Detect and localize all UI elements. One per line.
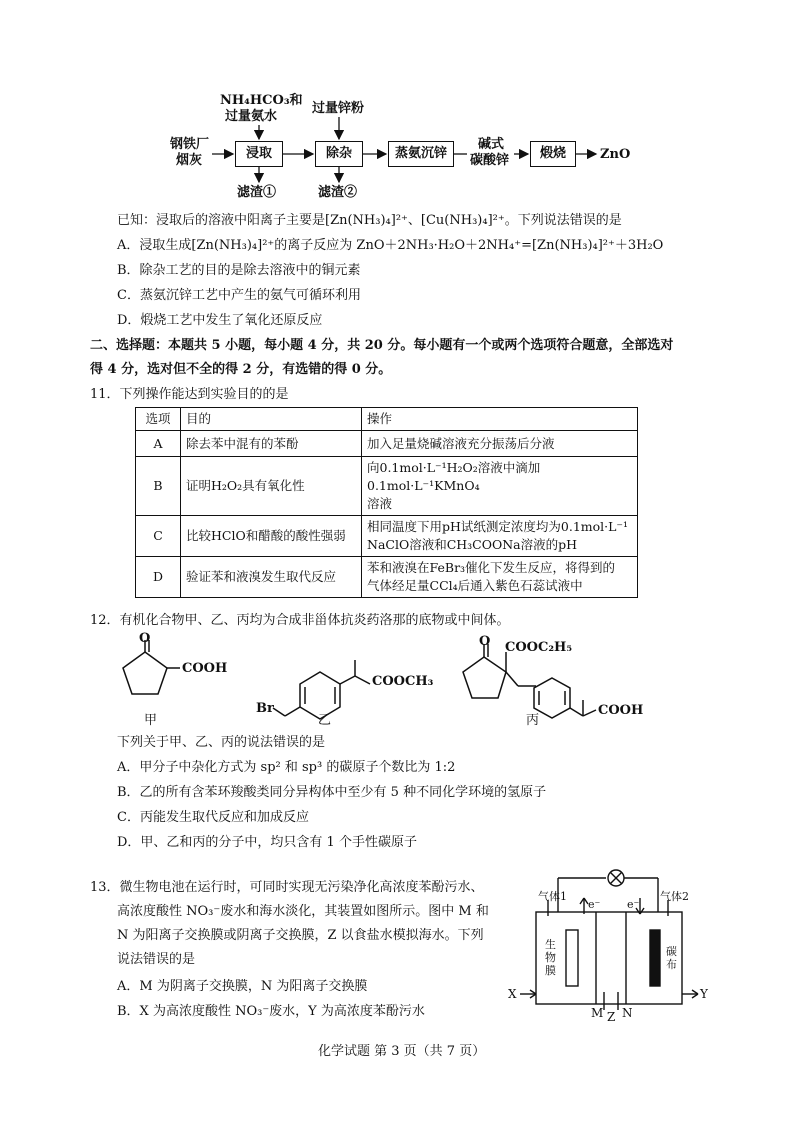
q11-stem: 11．下列操作能达到实验目的的是 xyxy=(90,387,289,402)
q13-cell-diagram xyxy=(0,860,794,1020)
flow-source-line1: 钢铁厂 xyxy=(170,137,210,152)
struct-bing-o: O xyxy=(479,634,491,649)
struct-jia-o: O xyxy=(139,631,151,646)
diagram-electron-right: e⁻ xyxy=(627,898,640,911)
table-cell xyxy=(362,457,638,516)
diagram-x: X xyxy=(508,987,517,1001)
page-footer: 化学试题 第 3 页（共 7 页） xyxy=(318,1044,486,1059)
q13-stem-line2: 高浓度酸性 NO₃⁻废水和海水淡化，其装置如图所示。图中 M 和 xyxy=(117,904,489,919)
table-cell-line: 气体经足量CCl₄后通入紫色石蕊试液中 xyxy=(367,578,583,593)
q12-option-b: B．乙的所有含苯环羧酸类同分异构体中至少有 5 种不同化学环境的氢原子 xyxy=(117,785,547,800)
q12-stem: 12．有机化合物甲、乙、丙均为合成非甾体抗炎药洛那的底物或中间体。 xyxy=(90,613,510,628)
struct-jia-cooh: COOH xyxy=(182,661,228,676)
struct-bing-label: 丙 xyxy=(526,713,540,728)
table-cell xyxy=(362,557,638,598)
table-row xyxy=(136,457,638,516)
table-row xyxy=(136,557,638,598)
struct-yi-label: 乙 xyxy=(318,713,332,728)
table-header-cell: 操作 xyxy=(362,408,638,431)
diagram-gas2: 气体2 xyxy=(660,890,689,903)
struct-bing-cooh: COOH xyxy=(598,703,644,718)
table-row xyxy=(136,516,638,557)
q12-option-a: A．甲分子中杂化方式为 sp² 和 sp³ 的碳原子个数比为 1:2 xyxy=(117,760,456,775)
flow-residue1: 滤渣① xyxy=(237,185,277,200)
q11-table xyxy=(135,407,638,598)
q10-option-a: A．浸取生成[Zn(NH₃)₄]²⁺的离子反应为 ZnO＋2NH₃·H₂O＋2NH₄⁺=[Zn(NH₃)₄]²⁺＋3H₂O xyxy=(117,238,664,253)
table-cell: 除去苯中混有的苯酚 xyxy=(181,431,362,457)
table-cell: 证明H₂O₂具有氧化性 xyxy=(181,457,362,516)
flow-reagent1-line2: 过量氨水 xyxy=(225,109,278,124)
q12-prompt: 下列关于甲、乙、丙的说法错误的是 xyxy=(117,735,326,750)
flow-arrows xyxy=(0,0,794,220)
table-cell-line: NaClO溶液和CH₃COONa溶液的pH xyxy=(367,537,578,552)
q10-option-b: B．除杂工艺的目的是除去溶液中的铜元素 xyxy=(117,263,361,278)
diagram-y: Y xyxy=(700,987,708,1001)
flow-step-purify: 除杂 xyxy=(315,141,363,167)
flow-step-leach: 浸取 xyxy=(235,141,283,167)
flow-product: ZnO xyxy=(600,147,631,162)
table-cell-line: 溶液 xyxy=(367,496,393,511)
flow-residue2: 滤渣② xyxy=(318,185,358,200)
q13-option-a: A．M 为阴离子交换膜，N 为阳离子交换膜 xyxy=(117,979,368,994)
flow-reagent2: 过量锌粉 xyxy=(312,101,365,116)
q10-option-d: D．煅烧工艺中发生了氧化还原反应 xyxy=(117,313,323,328)
q10-option-c: C．蒸氨沉锌工艺中产生的氨气可循环利用 xyxy=(117,288,361,303)
diagram-biofilm: 生物膜 xyxy=(545,938,556,977)
table-header-row xyxy=(136,408,638,431)
struct-yi-cooch3: COOCH₃ xyxy=(372,674,434,689)
table-cell: A xyxy=(136,431,181,457)
diagram-z: Z xyxy=(607,1010,616,1024)
q12-option-d: D．甲、乙和丙的分子中，均只含有 1 个手性碳原子 xyxy=(117,835,417,850)
struct-yi-br: Br xyxy=(256,701,274,716)
q13-option-b: B．X 为高浓度酸性 NO₃⁻废水，Y 为高浓度苯酚污水 xyxy=(117,1004,425,1019)
q12-option-c: C．丙能发生取代反应和加成反应 xyxy=(117,810,309,825)
q13-stem-line4: 说法错误的是 xyxy=(117,952,196,967)
table-cell xyxy=(362,516,638,557)
flow-step-calcine: 煅烧 xyxy=(530,141,576,167)
diagram-carbon-cloth: 碳布 xyxy=(666,945,677,971)
flow-source-line2: 烟灰 xyxy=(176,153,203,168)
table-cell: 加入足量烧碱溶液充分振荡后分液 xyxy=(362,431,638,457)
table-cell: B xyxy=(136,457,181,516)
struct-jia-label: 甲 xyxy=(144,713,158,728)
table-cell-line: 相同温度下用pH试纸测定浓度均为0.1mol·L⁻¹ xyxy=(367,519,629,534)
table-cell-line: 苯和液溴在FeBr₃催化下发生反应，将得到的 xyxy=(367,560,616,575)
table-cell: 验证苯和液溴发生取代反应 xyxy=(181,557,362,598)
table-header-cell: 选项 xyxy=(136,408,181,431)
section2-heading-line2: 得 4 分，选对但不全的得 2 分，有选错的得 0 分。 xyxy=(90,362,392,377)
q13-stem-line1: 13．微生物电池在运行时，可同时实现无污染净化高浓度苯酚污水、 xyxy=(90,880,484,895)
flow-mid-line2: 碳酸锌 xyxy=(470,153,510,168)
table-cell-line: 向0.1mol·L⁻¹H₂O₂溶液中滴加0.1mol·L⁻¹KMnO₄ xyxy=(367,460,541,493)
diagram-n: N xyxy=(622,1006,633,1020)
struct-bing-cooc2h5: COOC₂H₅ xyxy=(505,640,573,655)
diagram-electron-left: e⁻ xyxy=(588,898,601,911)
table-header-cell: 目的 xyxy=(181,408,362,431)
table-cell: D xyxy=(136,557,181,598)
flow-reagent1-line1: NH₄HCO₃和 xyxy=(220,93,303,108)
table-cell: 比较HClO和醋酸的酸性强弱 xyxy=(181,516,362,557)
q13-stem-line3: N 为阳离子交换膜或阴离子交换膜，Z 以食盐水模拟海水。下列 xyxy=(117,928,484,943)
diagram-m: M xyxy=(591,1006,604,1020)
table-row xyxy=(136,431,638,457)
diagram-gas1: 气体1 xyxy=(538,890,567,903)
flow-mid-line1: 碱式 xyxy=(478,137,505,152)
table-cell: C xyxy=(136,516,181,557)
section2-heading-line1: 二、选择题：本题共 5 小题，每小题 4 分，共 20 分。每小题有一个或两个选项符合题意，全部选对 xyxy=(90,338,674,353)
q10-known: 已知：浸取后的溶液中阳离子主要是[Zn(NH₃)₄]²⁺、[Cu(NH₃)₄]²⁺。下列说法错误的是 xyxy=(117,213,622,228)
flow-step-precipitate: 蒸氨沉锌 xyxy=(388,141,454,167)
